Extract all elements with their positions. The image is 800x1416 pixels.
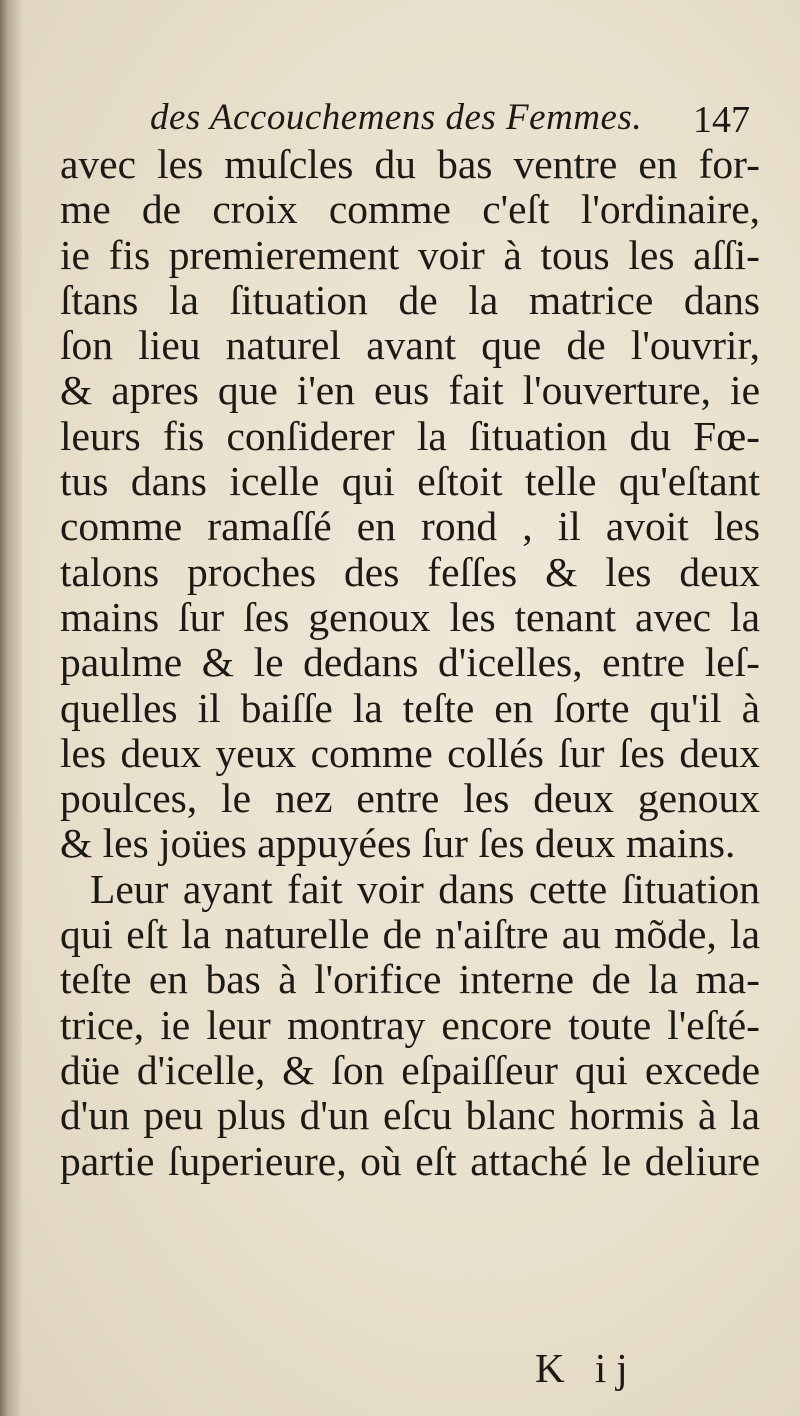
paragraph-start-line: Leur ayant fait voir dans cette ſituation [90,865,760,912]
text-line: comme ramaſſé en rond , il avoit les [60,503,760,550]
running-head [150,96,750,142]
text-line: leurs fis conſiderer la ſituation du Fœ- [60,412,760,459]
text-line: d'un peu plus d'un eſcu blanc hormis à la [60,1092,760,1139]
text-line: les deux yeux comme collés ſur ſes deux [60,729,760,776]
text-line: & les joües appuyées ſur ſes deux mains. [60,820,736,867]
text-line: paulme & le dedans d'icelles, entre leſ- [60,639,760,686]
text-line: mains ſur ſes genoux les tenant avec la [60,593,760,640]
binding-gutter [0,0,22,1416]
text-line: ie fis premierement voir à tous les aſſi- [60,231,760,278]
text-line: avec les muſcles du bas ventre en for- [60,141,760,187]
signature-mark: K ij [535,1345,638,1391]
page-number: 147 [693,99,750,141]
text-line: ſon lieu naturel avant que de l'ouvrir, [60,322,760,369]
text-line: trice, ie leur montray encore toute l'eſté- [60,1001,760,1048]
body-text [60,142,760,1184]
text-line: tus dans icelle qui eſtoit telle qu'eſtant [60,458,760,505]
text-line: me de croix comme c'eſt l'ordinaire, [60,186,760,233]
text-line: poulces, le nez entre les deux genoux [60,775,760,822]
text-line: qui eſt la naturelle de n'aiſtre au mõde, la [60,911,760,958]
text-line: quelles il baiſſe la teſte en ſorte qu'il à [60,684,760,731]
running-title: des Accouchemens des Femmes. [150,97,643,138]
text-line: teſte en bas à l'orifice interne de la ma- [60,956,760,1003]
text-line: düe d'icelle, & ſon eſpaiſſeur qui excede [60,1046,760,1093]
text-line: & apres que i'en eus fait l'ouverture, ie [60,367,760,414]
text-line: talons proches des feſſes & les deux [60,548,760,595]
text-line: ſtans la ſituation de la matrice dans [60,276,760,323]
text-line: partie ſuperieure, où eſt attaché le deliure [60,1137,760,1184]
